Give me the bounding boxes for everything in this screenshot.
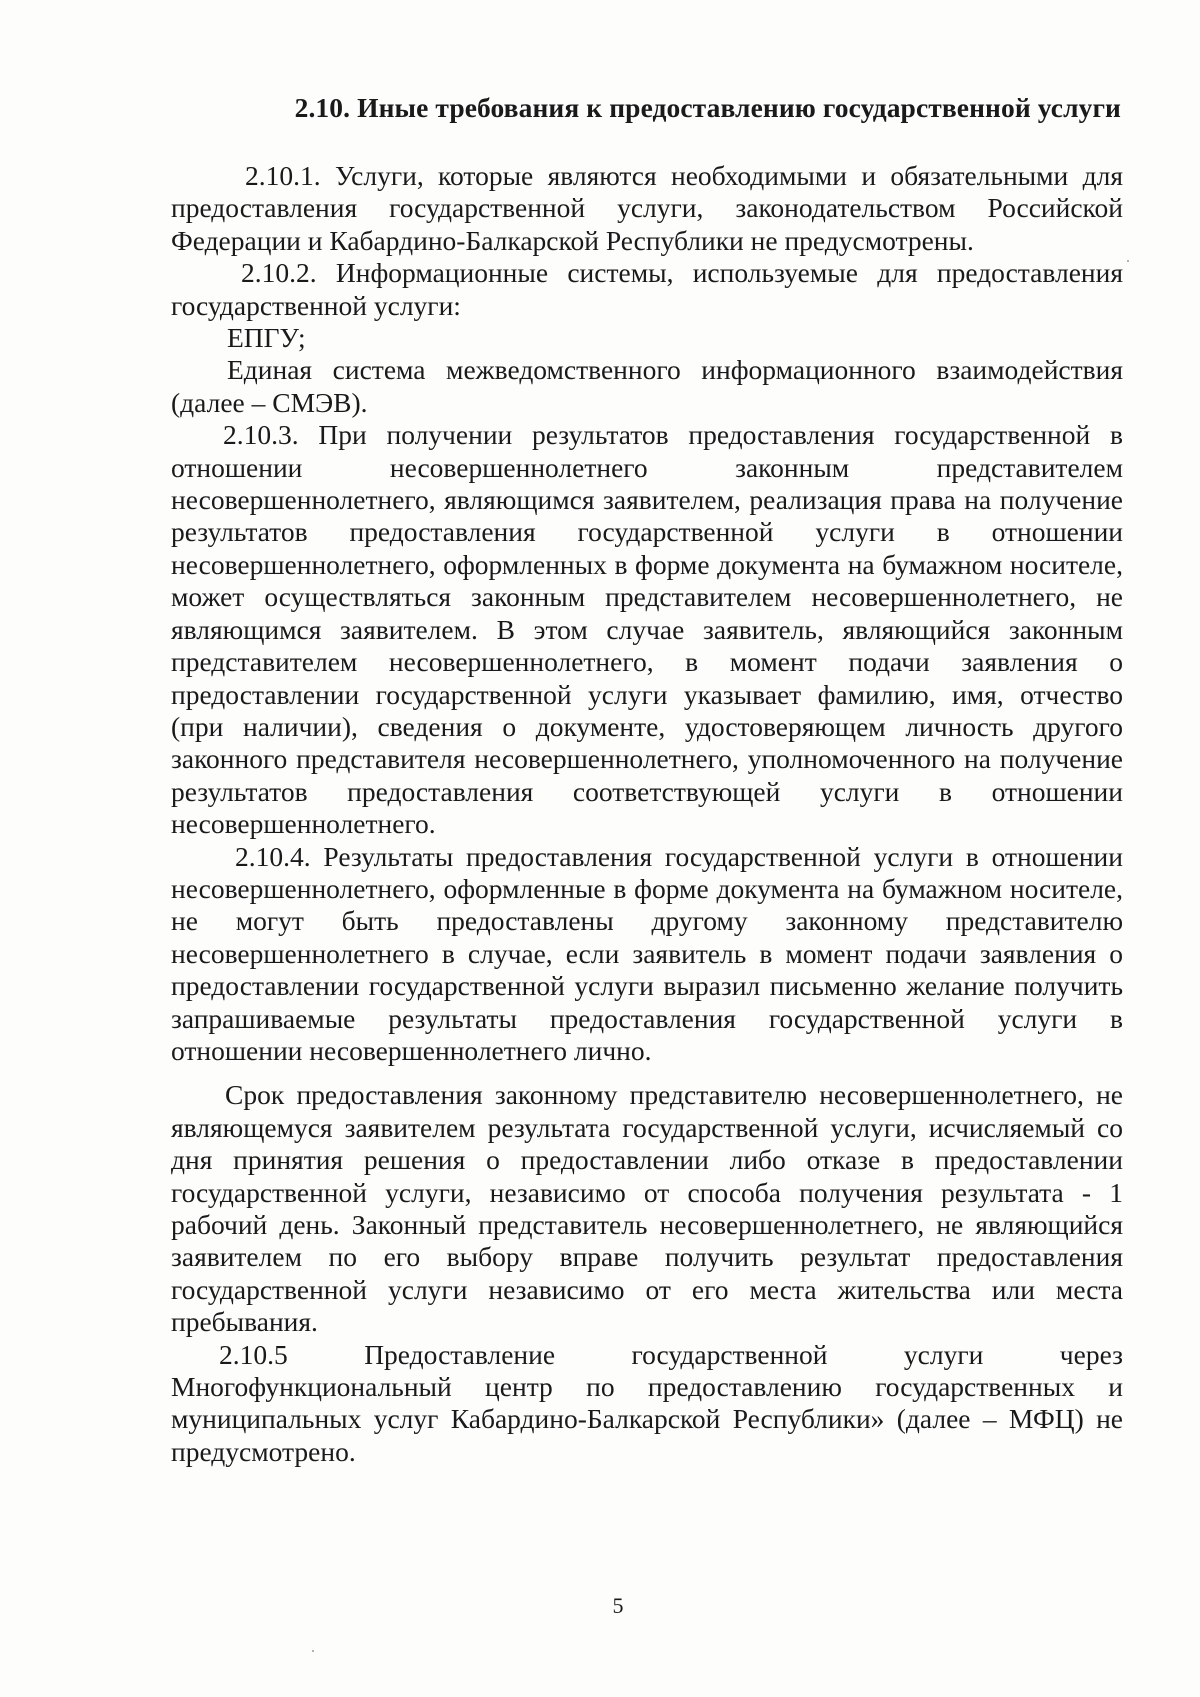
paragraph-2-10-5: 2.10.5 Предоставление государственной услуги через Многофункциональный центр по предоставлению государственных и муниципальных услуг Кабардино-Балкарской Республики» (далее – МФЦ) не предусмотрено. — [171, 1338, 1123, 1467]
paragraph-term: Срок предоставления законному представителю несовершеннолетнего, не являющемуся заявителем результата государственной услуги, исчисляемый со дня принятия решения о предоставлении либо отказе в предоставлении государственной услуги, независимо от способа получения результата - 1 рабочий день. Законный представитель несовершеннолетнего, не являющийся заявителем по его выбору вправе получить результат предоставления государственной услуги независимо от его места жительства или места пребывания. — [171, 1079, 1123, 1338]
paragraph-2-10-1: 2.10.1. Услуги, которые являются необходимыми и обязательными для предоставления государственной услуги, законодательством Российской Федерации и Кабардино-Балкарской Республики не предусмотрены. — [171, 160, 1123, 256]
paragraph-2-10-2: 2.10.2. Информационные системы, используемые для предоставления государственной услуги: — [171, 257, 1123, 321]
paragraph-epgu: ЕПГУ; — [227, 322, 306, 354]
page-number: 5 — [612, 1593, 624, 1618]
scan-speck — [1127, 260, 1129, 262]
section-heading: 2.10. Иные требования к предоставлению государственной услуги — [294, 92, 1121, 123]
scan-speck — [312, 1650, 314, 1652]
paragraph-2-10-3: 2.10.3. При получении результатов предоставления государственной в отношении несовершеннолетнего законным представителем несовершеннолетнего, являющимся заявителем, реализация права на получение результатов предоставления государственной услуги в отношении несовершеннолетнего, оформленных в форме документа на бумажном носителе, может осуществляться законным представителем несовершеннолетнего, не являющимся заявителем. В этом случае заявитель, являющийся законным представителем несовершеннолетнего, в момент подачи заявления о предоставлении государственной услуги указывает фамилию, имя, отчество (при наличии), сведения о документе, удостоверяющем личность другого законного представителя несовершеннолетнего, уполномоченного на получение результатов предоставления соответствующей услуги в отношении несовершеннолетнего. — [171, 419, 1123, 840]
document-body — [171, 92, 1123, 1468]
paragraph-smev: Единая система межведомственного информационного взаимодействия (далее – СМЭВ). — [171, 354, 1123, 418]
paragraph-2-10-4: 2.10.4. Результаты предоставления государственной услуги в отношении несовершеннолетнего, оформленные в форме документа на бумажном носителе, не могут быть предоставлены другому законному представителю несовершеннолетнего в случае, если заявитель в момент подачи заявления о предоставлении государственной услуги выразил письменно желание получить запрашиваемые результаты предоставления государственной услуги в отношении несовершеннолетнего лично. — [171, 840, 1123, 1066]
